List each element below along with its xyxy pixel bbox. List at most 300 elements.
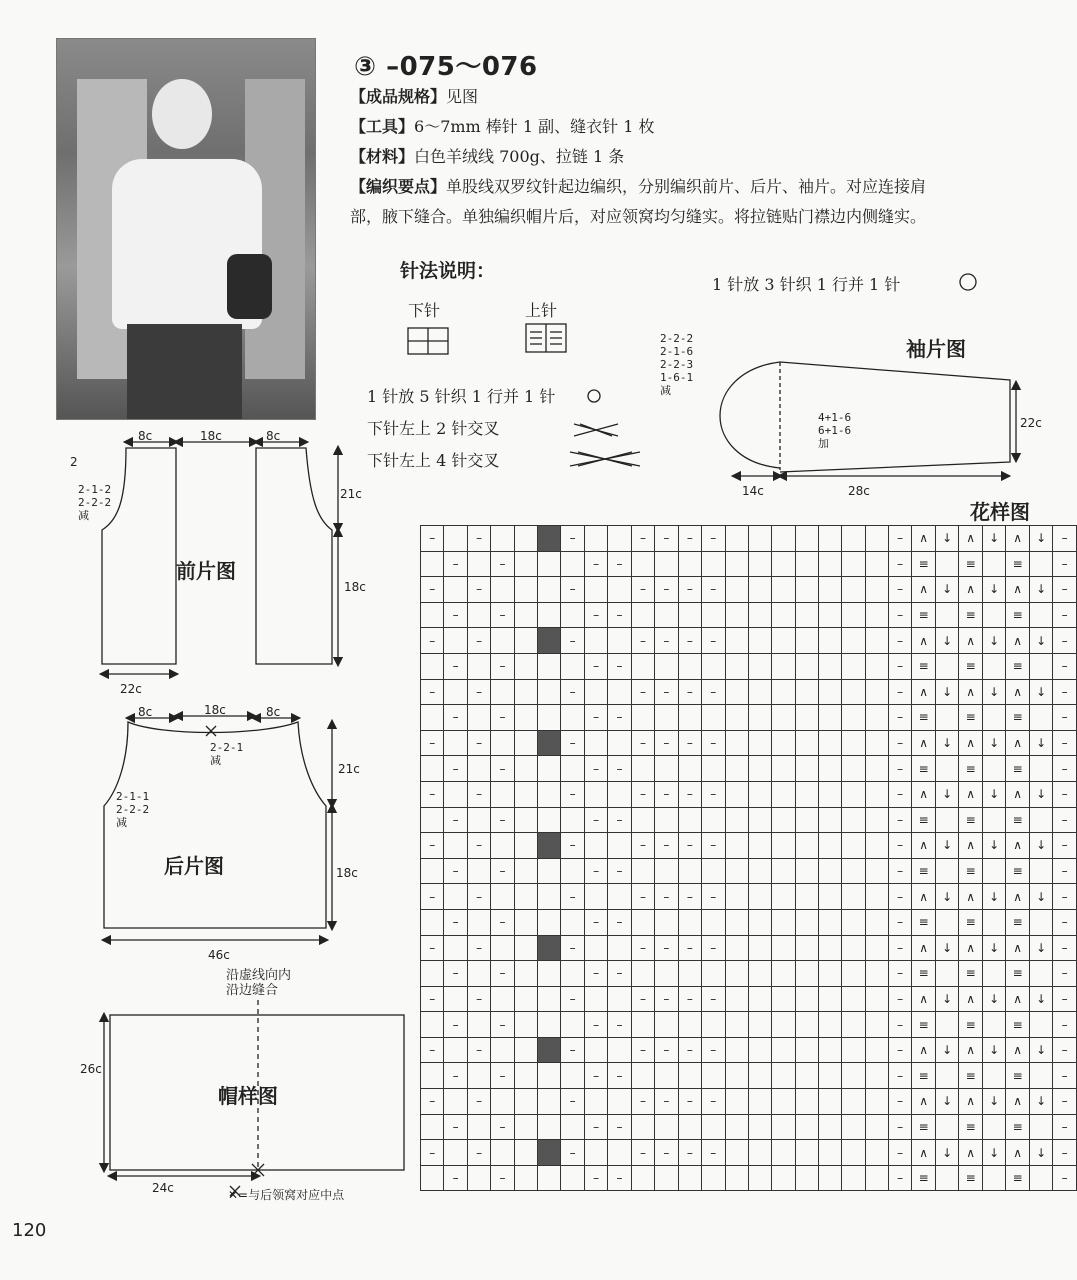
chart-cell (561, 705, 584, 731)
chart-cell: ↓ (935, 730, 959, 756)
chart-cell (421, 1165, 444, 1191)
chart-cell (561, 653, 584, 679)
chart-row (421, 628, 1077, 654)
chart-cell (491, 1089, 514, 1115)
sleeve-width-dim: 22c (1020, 416, 1042, 430)
chart-cell: – (678, 1037, 701, 1063)
chart-row (421, 602, 1077, 628)
chart-cell (491, 628, 514, 654)
chart-cell (608, 935, 631, 961)
chart-cell (748, 1165, 771, 1191)
chart-cell: ∧ (959, 628, 983, 654)
chart-cell: – (561, 1140, 584, 1166)
chart-cell (842, 909, 865, 935)
chart-cell (725, 1012, 748, 1038)
chart-cell (818, 679, 841, 705)
chart-cell (935, 858, 959, 884)
chart-cell: ↓ (1029, 526, 1053, 552)
chart-cell (608, 679, 631, 705)
chart-cell (748, 884, 771, 910)
chart-cell: – (1053, 909, 1077, 935)
chart-cell: ∧ (959, 577, 983, 603)
chart-cell: – (444, 1012, 467, 1038)
chart-cell (538, 730, 561, 756)
front-dec-notes: 2-1-2 2-2-2 减 (78, 483, 112, 522)
chart-cell (818, 935, 841, 961)
chart-cell (772, 551, 795, 577)
chart-cell (538, 1114, 561, 1140)
chart-cell (795, 858, 818, 884)
chart-cell (772, 1089, 795, 1115)
spec-size: 【成品规格】见图 (350, 87, 479, 106)
chart-cell: ↓ (982, 833, 1006, 859)
chart-cell: ↓ (1029, 781, 1053, 807)
chart-cell (772, 1037, 795, 1063)
chart-row (421, 730, 1077, 756)
chart-cell: – (1053, 756, 1077, 782)
chart-cell (561, 1012, 584, 1038)
chart-cell (678, 1063, 701, 1089)
chart-cell: – (702, 884, 725, 910)
front-right-outline (256, 448, 332, 664)
chart-cell: – (421, 986, 444, 1012)
chart-cell (865, 807, 888, 833)
chart-cell (748, 781, 771, 807)
chart-cell: – (1053, 705, 1077, 731)
chart-cell: ≡ (959, 653, 983, 679)
chart-cell (795, 1140, 818, 1166)
chart-cell (444, 884, 467, 910)
chart-cell (655, 705, 678, 731)
chart-cell: ↓ (1029, 679, 1053, 705)
chart-cell (795, 1089, 818, 1115)
chart-cell: ∧ (912, 1089, 936, 1115)
chart-cell: – (421, 730, 444, 756)
chart-cell: – (1053, 781, 1077, 807)
chart-cell (561, 551, 584, 577)
chart-cell: ≡ (912, 1063, 936, 1089)
chart-cell (584, 1140, 607, 1166)
chart-cell (421, 1063, 444, 1089)
chart-row (421, 551, 1077, 577)
chart-cell (538, 602, 561, 628)
chart-cell: ↓ (935, 1037, 959, 1063)
chart-cell: ↓ (982, 526, 1006, 552)
chart-cell (702, 858, 725, 884)
chart-cell (982, 909, 1006, 935)
chart-cell (935, 1063, 959, 1089)
chart-cell (865, 526, 888, 552)
chart-cell: ∧ (1006, 833, 1030, 859)
chart-cell: – (491, 1012, 514, 1038)
chart-cell (702, 1063, 725, 1089)
chart-cell: – (888, 602, 911, 628)
chart-cell: ∧ (912, 781, 936, 807)
chart-cell (795, 1165, 818, 1191)
chart-cell (514, 781, 537, 807)
chart-cell (725, 858, 748, 884)
chart-cell (748, 730, 771, 756)
sleeve-cap-dim: 14c (742, 484, 764, 498)
chart-cell (538, 705, 561, 731)
chart-cell: – (888, 577, 911, 603)
chart-row (421, 833, 1077, 859)
chart-cell (725, 781, 748, 807)
chart-cell (818, 807, 841, 833)
chart-cell (818, 756, 841, 782)
chart-cell (702, 1165, 725, 1191)
chart-cell (514, 577, 537, 603)
chart-cell (655, 909, 678, 935)
back-neck-notes: 2-2-1 减 (210, 741, 244, 767)
chart-cell: ↓ (982, 1140, 1006, 1166)
spec-tools: 【工具】6～7mm 棒针 1 副、缝衣针 1 枚 (350, 117, 655, 136)
chart-cell (608, 730, 631, 756)
chart-cell: ∧ (959, 833, 983, 859)
chart-cell (748, 679, 771, 705)
chart-cell (1029, 909, 1053, 935)
chart-cell (818, 602, 841, 628)
chart-cell: – (678, 1089, 701, 1115)
hood-outline (104, 1000, 404, 1196)
chart-cell: ∧ (959, 781, 983, 807)
chart-cell: – (467, 679, 490, 705)
chart-cell (842, 577, 865, 603)
chart-cell (444, 730, 467, 756)
chart-cell: – (678, 679, 701, 705)
chart-cell: – (888, 551, 911, 577)
chart-cell: – (584, 602, 607, 628)
chart-cell (1029, 705, 1053, 731)
chart-cell: – (421, 1037, 444, 1063)
chart-cell (1029, 1114, 1053, 1140)
chart-cell: ≡ (912, 756, 936, 782)
chart-cell (865, 1140, 888, 1166)
chart-cell (982, 705, 1006, 731)
chart-cell (702, 602, 725, 628)
chart-cell (584, 730, 607, 756)
chart-cell (444, 577, 467, 603)
chart-cell (795, 653, 818, 679)
chart-cell (748, 935, 771, 961)
chart-cell (725, 961, 748, 987)
chart-cell (491, 577, 514, 603)
chart-cell: ↓ (982, 935, 1006, 961)
chart-cell (982, 1012, 1006, 1038)
chart-cell: – (655, 884, 678, 910)
legend-heading: 针法说明： (400, 260, 496, 282)
chart-cell (467, 653, 490, 679)
chart-cell (725, 628, 748, 654)
chart-cell: ∧ (959, 1037, 983, 1063)
chart-cell: ∧ (1006, 935, 1030, 961)
chart-cell: – (1053, 577, 1077, 603)
knit-symbol (408, 328, 448, 354)
chart-cell (491, 1140, 514, 1166)
chart-cell: ∧ (959, 986, 983, 1012)
chart-cell (842, 781, 865, 807)
chart-cell: – (1053, 833, 1077, 859)
chart-cell: ≡ (1006, 1063, 1030, 1089)
chart-cell (795, 756, 818, 782)
chart-cell (678, 1165, 701, 1191)
chart-cell: – (561, 526, 584, 552)
chart-cell (818, 986, 841, 1012)
back-outline (104, 722, 326, 928)
chart-cell (561, 602, 584, 628)
chart-cell (421, 602, 444, 628)
chart-cell (772, 858, 795, 884)
chart-cell (631, 807, 654, 833)
chart-cell (538, 884, 561, 910)
chart-cell: ∧ (912, 730, 936, 756)
chart-cell: – (678, 986, 701, 1012)
chart-cell: ≡ (912, 1165, 936, 1191)
chart-cell (421, 705, 444, 731)
chart-cell: ↓ (935, 679, 959, 705)
chart-cell: ≡ (1006, 1165, 1030, 1191)
chart-cell (538, 833, 561, 859)
chart-cell: – (1053, 1165, 1077, 1191)
chart-cell (842, 935, 865, 961)
chart-cell: – (584, 705, 607, 731)
chart-cell (467, 705, 490, 731)
front-dim-8a: 8c (138, 429, 153, 443)
chart-cell: ∧ (959, 679, 983, 705)
chart-cell (561, 756, 584, 782)
chart-cell: ≡ (959, 1114, 983, 1140)
chart-cell (1029, 807, 1053, 833)
chart-cell: ≡ (912, 961, 936, 987)
chart-cell (772, 602, 795, 628)
chart-cell: – (888, 526, 911, 552)
chart-cell: – (584, 807, 607, 833)
chart-cell: – (631, 730, 654, 756)
chart-cell (561, 961, 584, 987)
chart-cell: ∧ (1006, 730, 1030, 756)
chart-cell (561, 909, 584, 935)
chart-row (421, 705, 1077, 731)
chart-cell (702, 756, 725, 782)
hood-dim-24: 24c (152, 1181, 174, 1195)
chart-cell: ∧ (959, 526, 983, 552)
chart-cell (795, 730, 818, 756)
chart-cell: – (584, 653, 607, 679)
chart-cell (491, 781, 514, 807)
chart-cell (842, 961, 865, 987)
chart-cell (538, 807, 561, 833)
chart-cell (584, 833, 607, 859)
chart-cell: – (655, 1037, 678, 1063)
chart-cell: ↓ (935, 1089, 959, 1115)
chart-cell: – (421, 781, 444, 807)
chart-cell: – (444, 961, 467, 987)
chart-cell (514, 679, 537, 705)
chart-cell: ↓ (982, 1037, 1006, 1063)
chart-cell: – (631, 526, 654, 552)
chart-cell: – (655, 628, 678, 654)
chart-cell (842, 1037, 865, 1063)
cross2-symbol (574, 424, 618, 436)
chart-cell: – (631, 884, 654, 910)
chart-cell: – (678, 833, 701, 859)
chart-cell (772, 1063, 795, 1089)
chart-cell: ↓ (1029, 833, 1053, 859)
chart-row (421, 1089, 1077, 1115)
chart-cell (865, 756, 888, 782)
chart-cell: ≡ (912, 602, 936, 628)
chart-cell (467, 602, 490, 628)
chart-cell: – (888, 935, 911, 961)
chart-cell: ↓ (935, 935, 959, 961)
chart-cell (538, 756, 561, 782)
chart-cell (842, 526, 865, 552)
chart-cell: – (888, 961, 911, 987)
chart-cell: ≡ (959, 551, 983, 577)
chart-cell (818, 1114, 841, 1140)
chart-cell: – (631, 781, 654, 807)
chart-cell (491, 986, 514, 1012)
chart-cell: – (561, 1037, 584, 1063)
chart-cell (631, 909, 654, 935)
chart-cell (748, 1114, 771, 1140)
chart-cell: ↓ (935, 1140, 959, 1166)
chart-cell (982, 756, 1006, 782)
chart-cell (702, 551, 725, 577)
chart-cell: – (608, 1063, 631, 1089)
chart-cell: ↓ (935, 884, 959, 910)
chart-cell: – (655, 577, 678, 603)
chart-cell: – (584, 756, 607, 782)
chart-cell: ∧ (1006, 1089, 1030, 1115)
chart-cell (514, 756, 537, 782)
chart-cell (631, 551, 654, 577)
chart-cell: – (1053, 628, 1077, 654)
pattern-chart-title: 花样图 (970, 500, 1030, 524)
chart-cell (842, 807, 865, 833)
chart-cell (561, 858, 584, 884)
chart-cell (678, 551, 701, 577)
chart-cell (514, 526, 537, 552)
chart-cell (772, 756, 795, 782)
chart-cell (467, 909, 490, 935)
chart-cell (584, 884, 607, 910)
chart-cell (631, 858, 654, 884)
chart-cell: – (561, 833, 584, 859)
chart-cell (538, 628, 561, 654)
chart-cell: – (584, 961, 607, 987)
chart-cell (678, 705, 701, 731)
chart-cell (795, 884, 818, 910)
chart-cell (818, 628, 841, 654)
chart-cell (818, 961, 841, 987)
chart-cell: – (444, 1114, 467, 1140)
chart-cell (842, 1012, 865, 1038)
chart-cell: – (421, 577, 444, 603)
chart-cell (865, 1012, 888, 1038)
chart-cell: – (467, 884, 490, 910)
chart-cell (795, 935, 818, 961)
chart-cell: – (491, 858, 514, 884)
chart-cell (772, 781, 795, 807)
spec-notes: 【编织要点】单股线双罗纹针起边编织，分别编织前片、后片、袖片。对应连接肩 (350, 177, 927, 196)
chart-cell (982, 1114, 1006, 1140)
front-dim-18: 18c (200, 429, 222, 443)
chart-cell (865, 679, 888, 705)
chart-cell: – (421, 884, 444, 910)
chart-cell: ↓ (982, 1089, 1006, 1115)
chart-cell: ≡ (912, 1114, 936, 1140)
chart-cell: – (467, 935, 490, 961)
chart-cell (678, 909, 701, 935)
chart-cell (748, 602, 771, 628)
chart-cell: ↓ (1029, 986, 1053, 1012)
chart-cell (631, 653, 654, 679)
chart-cell: – (584, 858, 607, 884)
chart-cell (608, 526, 631, 552)
chart-row (421, 679, 1077, 705)
chart-cell: – (444, 1165, 467, 1191)
chart-cell: ≡ (912, 551, 936, 577)
chart-cell (772, 961, 795, 987)
chart-cell (678, 756, 701, 782)
chart-cell (444, 679, 467, 705)
chart-cell: – (584, 909, 607, 935)
chart-cell: – (1053, 1012, 1077, 1038)
chart-cell (748, 909, 771, 935)
chart-row (421, 526, 1077, 552)
chart-cell: ↓ (935, 577, 959, 603)
chart-cell (865, 628, 888, 654)
chart-cell (725, 705, 748, 731)
chart-cell (1029, 858, 1053, 884)
chart-cell: – (702, 935, 725, 961)
chart-cell: – (491, 807, 514, 833)
chart-cell: – (421, 1140, 444, 1166)
chart-cell: ∧ (912, 679, 936, 705)
chart-cell (865, 961, 888, 987)
chart-cell: ≡ (912, 858, 936, 884)
chart-cell (631, 705, 654, 731)
chart-cell (982, 858, 1006, 884)
chart-cell (421, 1012, 444, 1038)
chart-cell (655, 756, 678, 782)
spec-notes-cont: 部，腋下缝合。单独编织帽片后，对应领窝均匀缝实。将拉链贴门襟边内侧缝实。 (350, 207, 927, 226)
chart-cell: ∧ (959, 935, 983, 961)
chart-cell (421, 858, 444, 884)
chart-cell: – (1053, 961, 1077, 987)
chart-cell (865, 602, 888, 628)
chart-cell (935, 1114, 959, 1140)
spec-materials: 【材料】白色羊绒线 700g、拉链 1 条 (350, 147, 625, 166)
chart-cell: ≡ (1006, 551, 1030, 577)
chart-cell: – (608, 909, 631, 935)
chart-cell: ∧ (912, 526, 936, 552)
chart-cell (584, 628, 607, 654)
chart-cell (561, 1114, 584, 1140)
chart-cell: – (888, 679, 911, 705)
chart-cell (842, 858, 865, 884)
chart-cell: – (467, 781, 490, 807)
chart-cell (795, 986, 818, 1012)
chart-cell (725, 833, 748, 859)
chart-cell: – (467, 577, 490, 603)
chart-cell (865, 1165, 888, 1191)
chart-cell (444, 986, 467, 1012)
chart-row (421, 1037, 1077, 1063)
chart-cell (748, 577, 771, 603)
chart-cell: – (631, 679, 654, 705)
